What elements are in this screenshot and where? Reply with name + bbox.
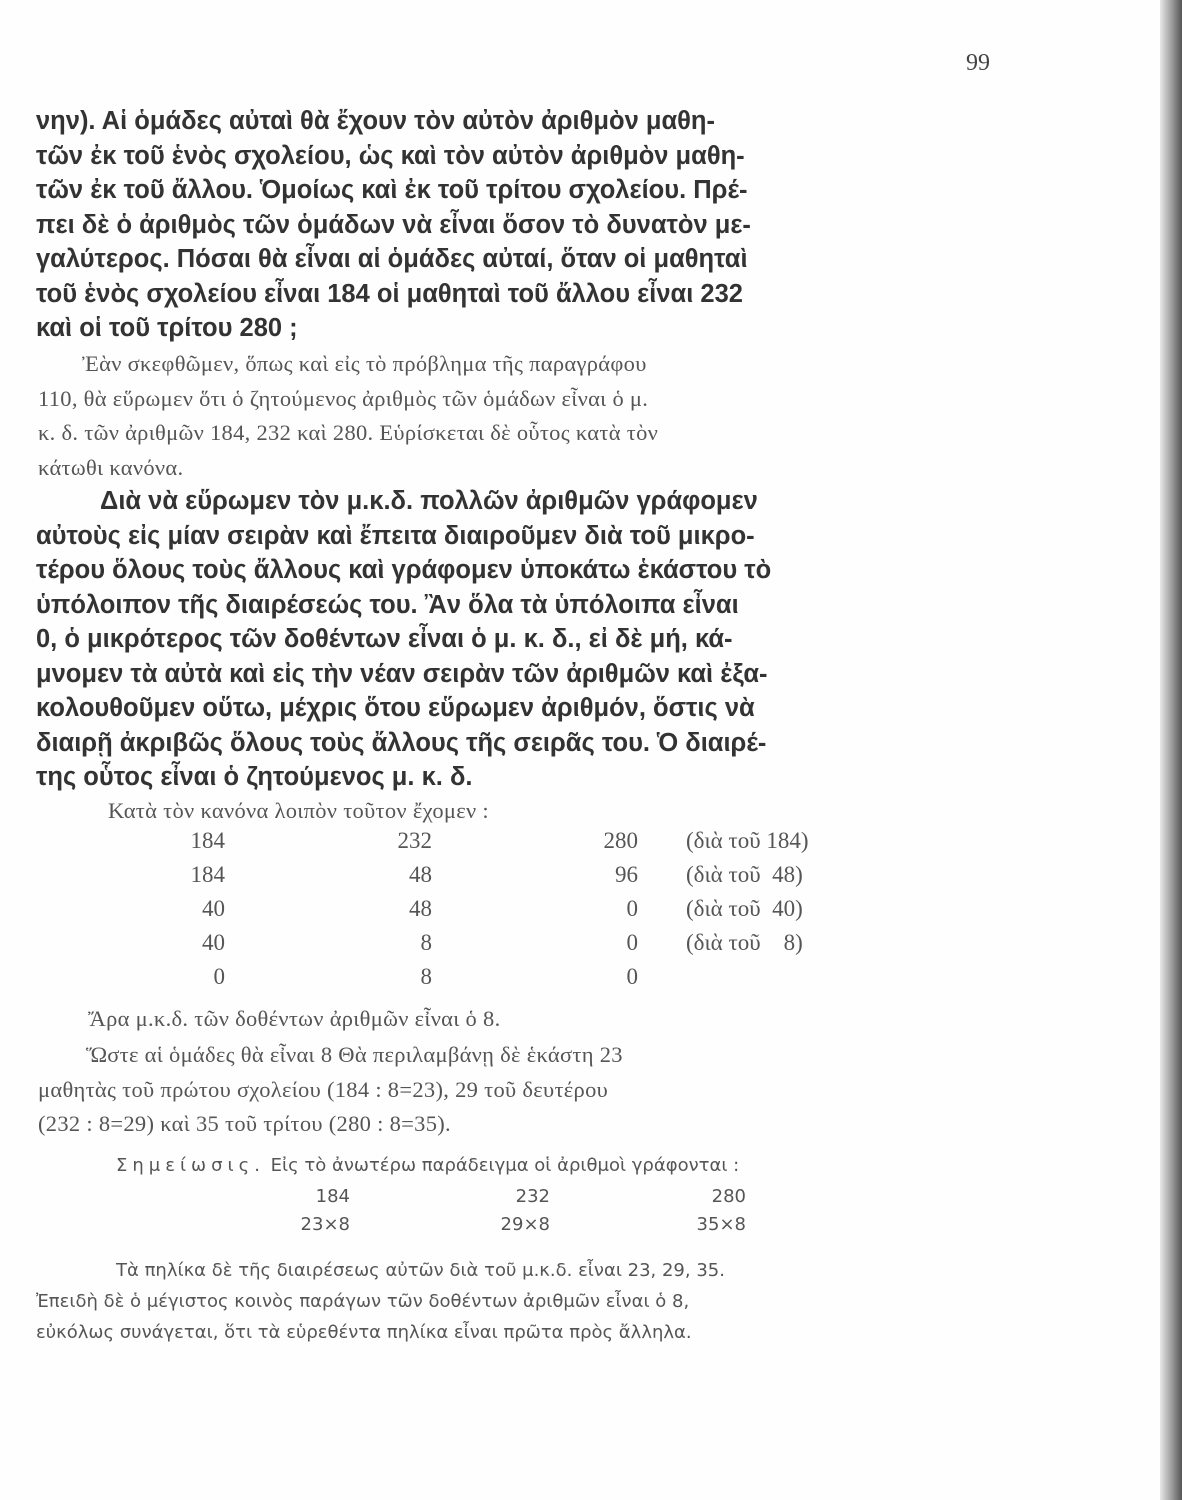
text-line: διαιρῇ ἀκριβῶς ὅλους τοὺς ἄλλους τῆς σειρᾶς του. Ὁ διαιρέ- (36, 728, 767, 757)
table-cell: 23×8 (300, 1214, 350, 1235)
explanation-paragraph (38, 347, 1004, 485)
table-cell: 48 (409, 896, 432, 921)
table-cell: 232 (397, 828, 432, 853)
text-line: 110, θὰ εὕρωμεν ὅτι ὁ ζητούμενος ἀριθμὸς τῶν ὁμάδων εἶναι ὁ μ. (38, 385, 649, 411)
table-row (0, 896, 1000, 930)
text-line: πει δὲ ὁ ἀριθμὸς τῶν ὁμάδων νὰ εἶναι ὅσον τὸ δυνατὸν με- (36, 210, 751, 239)
table-row (0, 862, 1000, 896)
table-note: (διὰ τοῦ 184) (686, 828, 809, 853)
text-line: Τὰ πηλίκα δὲ τῆς διαιρέσεως αὐτῶν διὰ τοῦ μ.κ.δ. εἶναι 23, 29, 35. (116, 1260, 725, 1281)
text-line: Ὥστε αἱ ὁμάδες θὰ εἶναι 8 Θὰ περιλαμβάνῃ δὲ ἑκάστη 23 (86, 1042, 623, 1067)
note-paragraph (36, 1255, 1002, 1348)
table-cell: 280 (711, 1186, 746, 1207)
text-line: τοῦ ἑνὸς σχολείου εἶναι 184 οἱ μαθηταὶ τοῦ ἄλλου εἶναι 232 (36, 279, 743, 308)
table-row (0, 1214, 1000, 1242)
table-cell: 29×8 (500, 1214, 550, 1235)
table-cell: 8 (420, 964, 432, 989)
table-cell: 184 (315, 1186, 350, 1207)
table-row (0, 1186, 1000, 1214)
table-row (0, 930, 1000, 964)
division-table (0, 828, 1000, 1003)
scan-edge-shadow (1160, 0, 1182, 1500)
text-line: αὐτοὺς εἰς μίαν σειρὰν καὶ ἔπειτα διαιροῦμεν διὰ τοῦ μικρο- (36, 521, 755, 550)
table-cell: 184 (190, 828, 225, 853)
text-line: Διὰ νὰ εὕρωμεν τὸν μ.κ.δ. πολλῶν ἀριθμῶν γράφομεν (100, 487, 758, 515)
table-cell: 8 (420, 930, 432, 955)
table-cell: 280 (603, 828, 638, 853)
text-line: Ἄρα μ.κ.δ. τῶν δοθέντων ἀριθμῶν εἶναι ὁ 8. (88, 1006, 501, 1031)
rule-intro (108, 794, 1074, 829)
text-line: Ἐπειδὴ δὲ ὁ μέγιστος κοινὸς παράγων τῶν δοθέντων ἀριθμῶν εἶναι ὁ 8, (36, 1291, 690, 1312)
text-line: τέρου ὅλους τοὺς ἄλλους καὶ γράφομεν ὑποκάτω ἑκάστου τὸ (36, 556, 772, 584)
text-line: νην). Αἱ ὁμάδες αὐταὶ θὰ ἔχουν τὸν αὐτὸν ἀριθμὸν μαθη- (36, 107, 715, 135)
rule-paragraph (36, 484, 1002, 795)
text-line: 0, ὁ μικρότερος τῶν δοθέντων εἶναι ὁ μ. κ. δ., εἰ δὲ μή, κά- (36, 625, 733, 653)
text-line: Ἐὰν σκεφθῶμεν, ὅπως καὶ εἰς τὸ πρόβλημα τῆς παραγράφου (82, 351, 647, 376)
note-table (0, 1186, 1000, 1246)
table-row (0, 964, 1000, 998)
table-note: (διὰ τοῦ 8) (686, 930, 803, 955)
table-cell: 40 (202, 896, 225, 921)
text-line: κολουθοῦμεν οὕτω, μέχρις ὅτου εὕρωμεν ἀριθμόν, ὅστις νὰ (36, 694, 755, 722)
table-cell: 184 (190, 862, 225, 887)
table-cell: 0 (626, 930, 638, 955)
text-line: τῶν ἐκ τοῦ ἄλλου. Ὁμοίως καὶ ἐκ τοῦ τρίτου σχολείου. Πρέ- (36, 176, 748, 204)
table-cell: 40 (202, 930, 225, 955)
text-line: κάτωθι κανόνα. (38, 454, 184, 480)
note-heading: Σημείωσις. (116, 1155, 265, 1176)
conclusion-paragraph (38, 1038, 1004, 1142)
text-line: καὶ οἱ τοῦ τρίτου 280 ; (36, 314, 298, 342)
table-note: (διὰ τοῦ 40) (686, 896, 803, 921)
note-line (116, 1150, 1082, 1181)
gcd-result (88, 1002, 1054, 1037)
table-cell: 232 (515, 1186, 550, 1207)
text-line: Κατὰ τὸν κανόνα λοιπὸν τοῦτον ἔχομεν : (108, 798, 489, 823)
text-line: της οὗτος εἶναι ὁ ζητούμενος μ. κ. δ. (36, 763, 473, 791)
text-line: (232 : 8=29) καὶ 35 τοῦ τρίτου (280 : 8=35). (38, 1111, 451, 1136)
table-cell: 35×8 (696, 1214, 746, 1235)
text-line: ὑπόλοιπον τῆς διαιρέσεώς του. Ἂν ὅλα τὰ ὑπόλοιπα εἶναι (36, 590, 739, 619)
text-line: μαθητὰς τοῦ πρώτου σχολείου (184 : 8=23), 29 τοῦ δευτέρου (38, 1076, 609, 1102)
table-cell: 0 (626, 896, 638, 921)
note-heading-line (116, 1150, 1082, 1181)
table-cell: 0 (626, 964, 638, 989)
table-note: (διὰ τοῦ 48) (686, 862, 803, 887)
text-line: γαλύτερος. Πόσαι θὰ εἶναι αἱ ὁμάδες αὐταί, ὅταν οἱ μαθηταὶ (36, 245, 748, 273)
table-cell: 96 (615, 862, 638, 887)
table-cell: 48 (409, 862, 432, 887)
table-cell: 0 (213, 964, 225, 989)
text-line: κ. δ. τῶν ἀριθμῶν 184, 232 καὶ 280. Εὑρίσκεται δὲ οὗτος κατὰ τὸν (38, 420, 659, 445)
text-line: εὐκόλως συνάγεται, ὅτι τὰ εὑρεθέντα πηλίκα εἶναι πρῶτα πρὸς ἄλληλα. (36, 1322, 692, 1343)
text-line: μνομεν τὰ αὐτὰ καὶ εἰς τὴν νέαν σειρὰν τῶν ἀριθμῶν καὶ ἐξα- (36, 659, 768, 688)
text-line: τῶν ἐκ τοῦ ἑνὸς σχολείου, ὡς καὶ τὸν αὐτὸν ἀριθμὸν μαθη- (36, 141, 745, 170)
note-intro: Εἰς τὸ ἀνωτέρω παράδειγμα οἱ ἀριθμοὶ γράφονται : (270, 1155, 740, 1176)
table-row (0, 828, 1000, 862)
page-number: 99 (966, 50, 990, 76)
problem-statement (36, 104, 1002, 346)
